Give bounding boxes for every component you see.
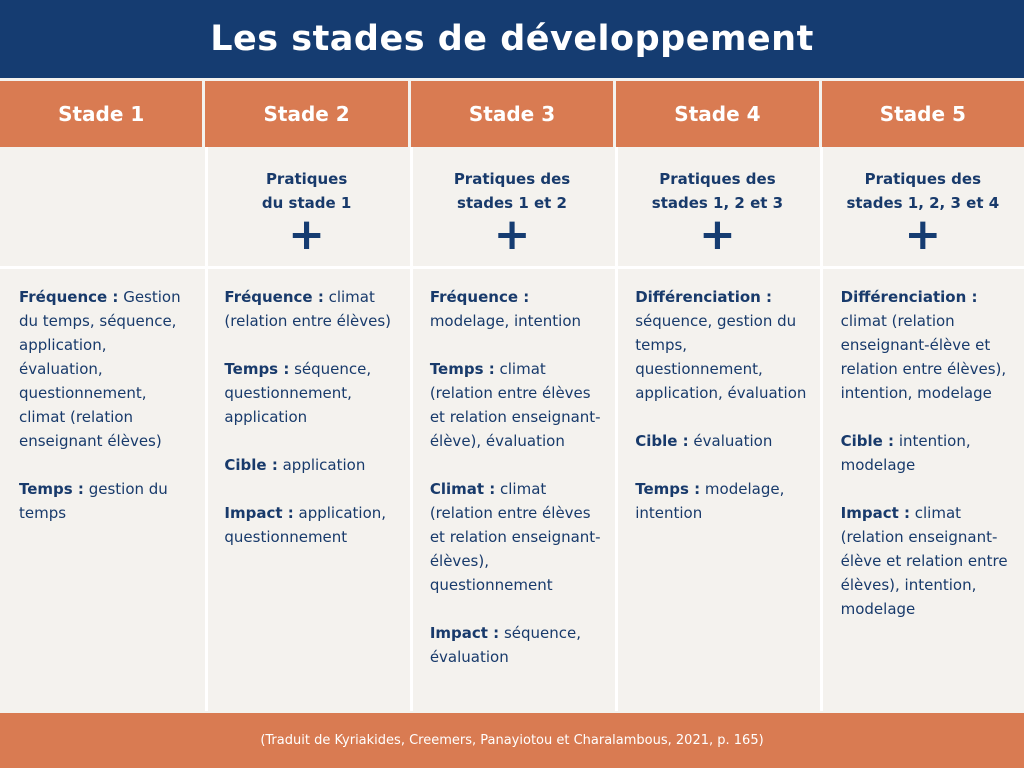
practice-label: Cible : [224,456,278,474]
practice-label: Impact : [224,504,294,522]
page-title: Les stades de développement [210,19,814,59]
practice-text: climat (relation entre élèves) [224,288,392,330]
practice-label: Fréquence : [429,288,530,306]
prerequisite-cell-4 [616,149,818,267]
practice-entry [19,285,192,453]
practice-entry [224,453,397,477]
plus-icon: + [288,209,326,260]
title-bar [0,0,1024,78]
practice-label: Différenciation : [635,288,773,306]
plus-icon: + [698,209,736,260]
practice-label: Fréquence : [19,288,119,306]
practice-text: intention, modelage [840,432,971,474]
practice-text: Gestion du temps, séquence, application, évaluation, questionnement, climat (relation enseignant élèves) [19,288,181,450]
practice-entry [224,285,397,333]
stage-header-row [0,81,1024,147]
practices-row [0,269,1024,709]
practice-label: Cible : [840,432,895,450]
practice-entry [635,429,808,453]
stage-header-1: Stade 1 [0,81,202,147]
practice-text: climat (relation enseignant-élève et relation entre élèves), intention, modelage [840,504,1008,618]
practice-text: application [277,456,366,474]
practice-entry [430,357,603,453]
practice-label: Impact : [429,624,500,642]
prerequisite-row [0,149,1024,267]
prerequisite-text: Pratiques des stades 1, 2, 3 et 4 [846,170,1000,212]
practice-entry [841,285,1014,405]
practice-label: Différenciation : [840,288,978,306]
practice-label: Temps : [224,360,290,378]
practice-text: modelage, intention [429,312,582,330]
practices-cell-4 [616,269,818,709]
practice-entry [19,477,192,525]
plus-icon: + [493,209,531,260]
practice-entry [430,621,603,669]
practice-entry [430,285,603,333]
stage-header-3: Stade 3 [411,81,613,147]
practice-label: Impact : [840,504,910,522]
practice-text: application, questionnement [224,504,387,546]
prerequisite-cell-3 [411,149,613,267]
prerequisite-cell-1 [0,149,202,267]
practice-text: climat (relation entre élèves et relation enseignant-élèves), questionnement [429,480,601,594]
practice-text: modelage, intention [635,480,785,522]
practice-text: climat (relation enseignant-élève et relation entre élèves), intention, modelage [840,312,1007,402]
practice-entry [635,285,808,405]
practices-cell-2 [205,269,407,709]
practice-entry [224,501,397,549]
practice-label: Temps : [19,480,84,498]
practice-label: Temps : [635,480,701,498]
practices-cell-1 [0,269,202,709]
practice-entry [224,357,397,429]
stage-header-5: Stade 5 [822,81,1024,147]
practice-label: Cible : [635,432,689,450]
practice-entry [635,477,808,525]
practice-text: séquence, gestion du temps, questionnement, application, évaluation [635,312,807,402]
practice-label: Temps : [429,360,495,378]
practice-text: séquence, questionnement, application [224,360,372,426]
practice-entry [430,477,603,597]
practice-text: évaluation [688,432,773,450]
practice-entry [841,501,1014,621]
practice-text: gestion du temps [19,480,168,522]
plus-icon: + [904,209,942,260]
prerequisite-cell-2 [205,149,407,267]
source-citation: (Traduit de Kyriakides, Creemers, Panayiotou et Charalambous, 2021, p. 165) [0,713,1024,768]
practice-label: Fréquence : [224,288,324,306]
practice-label: Climat : [429,480,496,498]
practices-cell-3 [411,269,613,709]
stage-header-2: Stade 2 [205,81,407,147]
practices-cell-5 [822,269,1024,709]
stage-header-4: Stade 4 [616,81,818,147]
prerequisite-cell-5 [822,149,1024,267]
practice-entry [841,429,1014,477]
practice-text: climat (relation entre élèves et relation enseignant-élève), évaluation [429,360,601,450]
prerequisite-text: Pratiques du stade 1 [261,170,352,212]
practice-text: séquence, évaluation [429,624,581,666]
prerequisite-text: Pratiques des stades 1, 2 et 3 [651,170,784,212]
prerequisite-text: Pratiques des stades 1 et 2 [453,170,571,212]
